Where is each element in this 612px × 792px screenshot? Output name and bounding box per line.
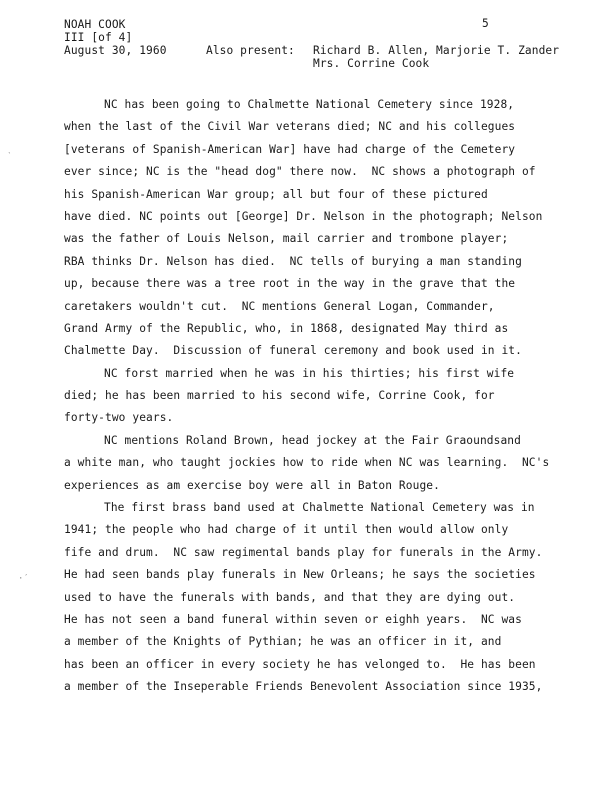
scan-speck-mark: ·ˊ [18,574,30,584]
text-line: NC has been going to Chalmette National Cemetery since 1928, [104,98,515,111]
text-line: forty-two years. [64,411,174,425]
paragraph-cemetery [64,94,604,363]
text-line: was the father of Louis Nelson, mail carrier and trombone player; [64,232,509,246]
text-line: has been an officer in every society he has velonged to. He has been [64,657,536,671]
text-line: He had seen bands play funerals in New Orleans; he says the societies [64,568,536,582]
text-line: [veterans of Spanish-American War] have had charge of the Cemetery [64,142,516,156]
text-line: experiences as am exercise boy were all in Baton Rouge. [64,478,440,492]
paragraph-marriage [64,363,604,430]
text-line: ever since; NC is the "head dog" there now. NC shows a photograph of [64,165,536,179]
page-number: 5 [482,17,489,30]
reel-number: III [of 4] [64,31,133,44]
also-present-names-line1: Richard B. Allen, Marjorie T. Zander [313,44,560,57]
interviewee-name: NOAH COOK [64,18,126,31]
text-line: NC forst married when he was in his thirties; his first wife [104,366,515,380]
text-line: when the last of the Civil War veterans died; NC and his collegues [64,120,516,134]
text-line: The first brass band used at Chalmette National Cemetery was in [104,501,535,515]
text-line: caretakers wouldn't cut. NC mentions General Logan, Commander, [64,299,495,313]
text-line: used to have the funerals with bands, and that they are dying out. [64,590,516,604]
text-line: Chalmette Day. Discussion of funeral ceremony and book used in it. [64,344,522,358]
text-line: He has not seen a band funeral within seven or eighh years. NC was [64,612,522,626]
text-line: a white man, who taught jockies how to ride when NC was learning. NC's [64,456,550,470]
text-line: Grand Army of the Republic, who, in 1868, designated May third as [64,321,509,335]
text-line: died; he has been married to his second wife, Corrine Cook, for [64,389,495,403]
interview-date: August 30, 1960 [64,44,167,57]
text-line: a member of the Inseperable Friends Benevolent Association since 1935, [64,680,543,694]
text-line: RBA thinks Dr. Nelson has died. NC tells of burying a man standing [64,254,522,268]
also-present-names-line2: Mrs. Corrine Cook [313,57,430,70]
text-line: have died. NC points out [George] Dr. Nelson in the photograph; Nelson [64,209,543,223]
text-line: fife and drum. NC saw regimental bands play for funerals in the Army. [64,545,543,559]
scan-speck-mark: ˋ [7,152,13,162]
text-line: a member of the Knights of Pythian; he was an officer in it, and [64,635,502,649]
text-line: his Spanish-American War group; all but four of these pictured [64,187,488,201]
paragraph-brass-band [64,497,604,699]
text-line: up, because there was a tree root in the way in the grave that the [64,277,516,291]
text-line: 1941; the people who had charge of it until then would allow only [64,523,509,537]
paragraph-jockey [64,430,604,497]
also-present-label: Also present: [206,44,295,57]
transcript-body [64,94,604,699]
text-line: NC mentions Roland Brown, head jockey at the Fair Graoundsand [104,433,521,447]
